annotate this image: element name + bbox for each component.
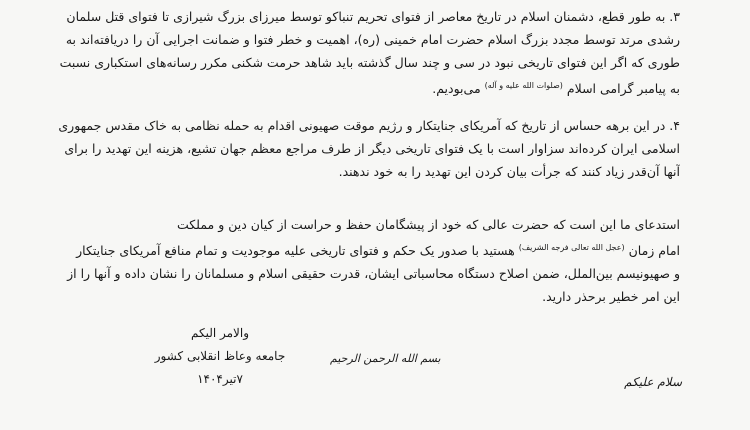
text-line: ۳. به طور قطع، دشمنان اسلام در تاریخ معاصر از فتوای تحریم تنباکو توسط میرزای بزرگ شیرازی تا فتوای قتل سلمان (66, 9, 680, 24)
blessing-note: (صلوات الله علیه و آله) (484, 81, 563, 90)
paragraph-request (40, 213, 680, 308)
salutation: سلام علیکم (624, 375, 682, 389)
paragraph-3 (40, 5, 680, 100)
text-line: آنها آن‌قدر زیاد کنند که جرأت بیان کردن این تهدید را به خود ندهند. (338, 164, 680, 179)
text-fragment: هستید با صدور یک حکم و فتوای تاریخی علیه موجودیت و تمام منافع آمریکای جنایتکار (76, 243, 515, 259)
text-line: رشدی مرتد توسط مجدد بزرگ اسلام حضرت امام خمینی (ره)، اهمیت و خطر فتوا و ضمانت اجرایی آن را دریافته‌اند به (65, 32, 680, 47)
organization-name: جامعه وعاظ انقلابی کشور (154, 349, 286, 363)
text-line: ۴. در این برهه حساس از تاریخ که آمریکای جنایتکار و رژیم موقت صهیونی اقدام به حمله نظامی به خاک مقدس جمهوری (58, 118, 680, 133)
letter-date: ۷تیر۱۴۰۴ (197, 372, 243, 386)
text-line: و صهیونیسم بین‌الملل، ضمن اصلاح دستگاه محاسباتی ایشان، قدرت حقیقی اسلام و مسلمانان را نشان داده و آنها را از (67, 266, 680, 282)
text-line: طوری که اگر این فتوای تاریخی نبود در سی و چند سال گذشته باید شاهد حرمت شکنی مکرر رسانه‌های استکباری نسبت (59, 55, 680, 70)
signature-block (120, 322, 320, 391)
text-fragment: امام زمان (628, 243, 680, 259)
text-fragment: به پیامبر گرامی اسلام (566, 81, 680, 97)
closing-text: والامر الیکم (190, 326, 250, 340)
text-line: این امر خطیر برحذر دارید. (542, 289, 680, 305)
blessing-note: (عجل الله تعالی فرجه الشریف) (518, 243, 625, 252)
text-line (40, 74, 680, 100)
text-line (40, 236, 680, 262)
paragraph-4 (40, 114, 680, 183)
bismillah-heading: بسم الله الرحمن الرحیم (330, 352, 441, 365)
text-line: استدعای ما این است که حضرت عالی که خود از پیشگامان حفظ و حراست از کیان دین و مملکت (177, 217, 680, 232)
text-fragment: می‌بودیم. (432, 81, 481, 97)
text-line: اسلامی ایران کرده‌اند سزاوار است با یک فتوای تاریخی دیگر از طرف مراجع معظم جهان تشیع، هزینه این تهدید را برای (64, 141, 680, 156)
